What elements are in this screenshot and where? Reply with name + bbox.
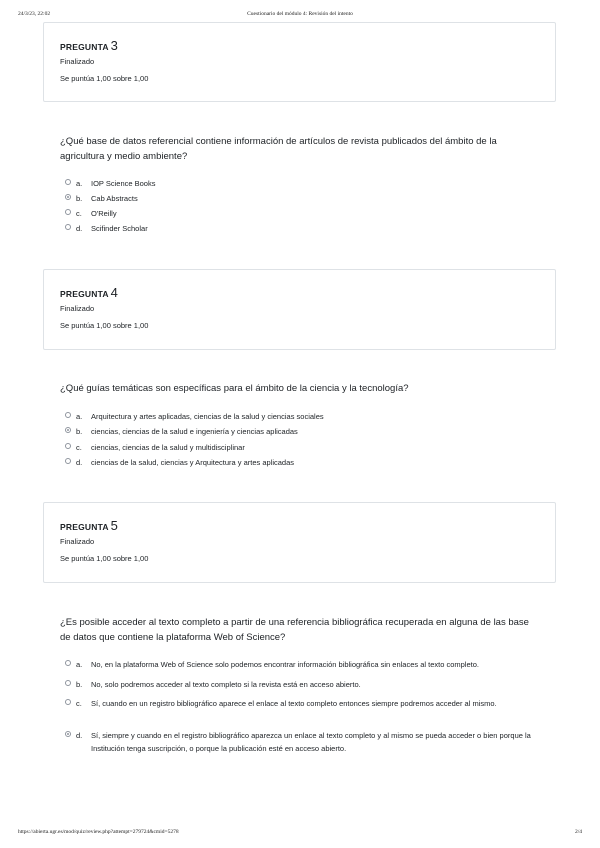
option-letter: b. [76, 194, 83, 203]
page-number: 2/4 [574, 829, 582, 835]
question-text: ¿Qué guías temáticas son específicas para el ámbito de la ciencia y la tecnología? [60, 383, 409, 394]
question-state: Finalizado [60, 57, 95, 66]
radio-button-selected[interactable] [65, 427, 71, 433]
option-text: ciencias, ciencias de la salud e ingeniería y ciencias aplicadas [91, 427, 298, 436]
radio-button[interactable] [65, 179, 71, 185]
option-text: ciencias, ciencias de la salud y multidisciplinar [91, 443, 245, 452]
option-letter: d. [76, 458, 83, 467]
question-text: ¿Es posible acceder al texto completo a partir de una referencia bibliográfica recuperada en alguna de las base de datos que contiene la plataforma Web of Science? [60, 617, 529, 643]
radio-button[interactable] [65, 209, 71, 215]
option-text: IOP Science Books [91, 179, 156, 188]
option-letter: a. [76, 179, 83, 188]
radio-button[interactable] [65, 660, 71, 666]
option-text: No, solo podremos acceder al texto completo si la revista está en acceso abierto. [91, 680, 361, 689]
radio-button[interactable] [65, 680, 71, 686]
radio-button-selected[interactable] [65, 194, 71, 200]
option-text: No, en la plataforma Web of Science solo podemos encontrar información bibliográfica sin enlaces al texto completo. [91, 660, 479, 669]
option-letter: b. [76, 427, 83, 436]
option-letter: d. [76, 224, 83, 233]
question-state: Finalizado [60, 537, 95, 546]
print-title: Cuestionario del módulo 4: Revisión del intento [247, 11, 353, 17]
option-letter: c. [76, 209, 82, 218]
print-url[interactable]: https://abierta.ugr.es/mod/quiz/review.php?attempt=279724&cmid=5278 [18, 829, 179, 835]
option-letter: c. [76, 699, 82, 708]
radio-button[interactable] [65, 412, 71, 418]
option-letter: d. [76, 731, 83, 740]
option-letter: a. [76, 660, 83, 669]
question-state: Finalizado [60, 304, 95, 313]
question-number: 3 [110, 38, 119, 53]
radio-button[interactable] [65, 224, 71, 230]
question-number: 4 [110, 285, 119, 300]
question-info-card [43, 269, 556, 350]
question-grade: Se puntúa 1,00 sobre 1,00 [60, 74, 149, 83]
option-letter: b. [76, 680, 83, 689]
question-grade: Se puntúa 1,00 sobre 1,00 [60, 321, 149, 330]
question-number: 5 [110, 518, 119, 533]
option-text: Cab Abstracts [91, 194, 138, 203]
question-label: PREGUNTA 4 [60, 285, 119, 300]
question-info-card [43, 22, 556, 102]
radio-button-selected[interactable] [65, 731, 71, 737]
option-text: O'Reilly [91, 209, 117, 218]
question-grade: Se puntúa 1,00 sobre 1,00 [60, 554, 149, 563]
option-letter: c. [76, 443, 82, 452]
radio-button[interactable] [65, 699, 71, 705]
radio-button[interactable] [65, 458, 71, 464]
question-info-card [43, 502, 556, 583]
option-text: Sí, siempre y cuando en el registro bibliográfico aparezca un enlace al texto completo y al mismo se pueda acceder o bien porque la Institución tenga suscripción, o porque la publicación esté en acceso abierto. [91, 731, 531, 753]
question-label: PREGUNTA 3 [60, 38, 119, 53]
option-text: Sí, cuando en un registro bibliográfico aparece el enlace al texto completo entonces siempre podremos acceder al mismo. [91, 699, 497, 708]
option-text: ciencias de la salud, ciencias y Arquitectura y artes aplicadas [91, 458, 295, 467]
print-date: 24/3/23, 22:02 [18, 11, 51, 17]
radio-button[interactable] [65, 443, 71, 449]
option-text: Arquitectura y artes aplicadas, ciencias de la salud y ciencias sociales [91, 412, 324, 421]
question-text: ¿Qué base de datos referencial contiene información de artículos de revista publicados del ámbito de la agricultura y medio ambiente? [60, 136, 497, 162]
question-label: PREGUNTA 5 [60, 518, 119, 533]
option-text: Scifinder Scholar [91, 224, 148, 233]
option-letter: a. [76, 412, 83, 421]
